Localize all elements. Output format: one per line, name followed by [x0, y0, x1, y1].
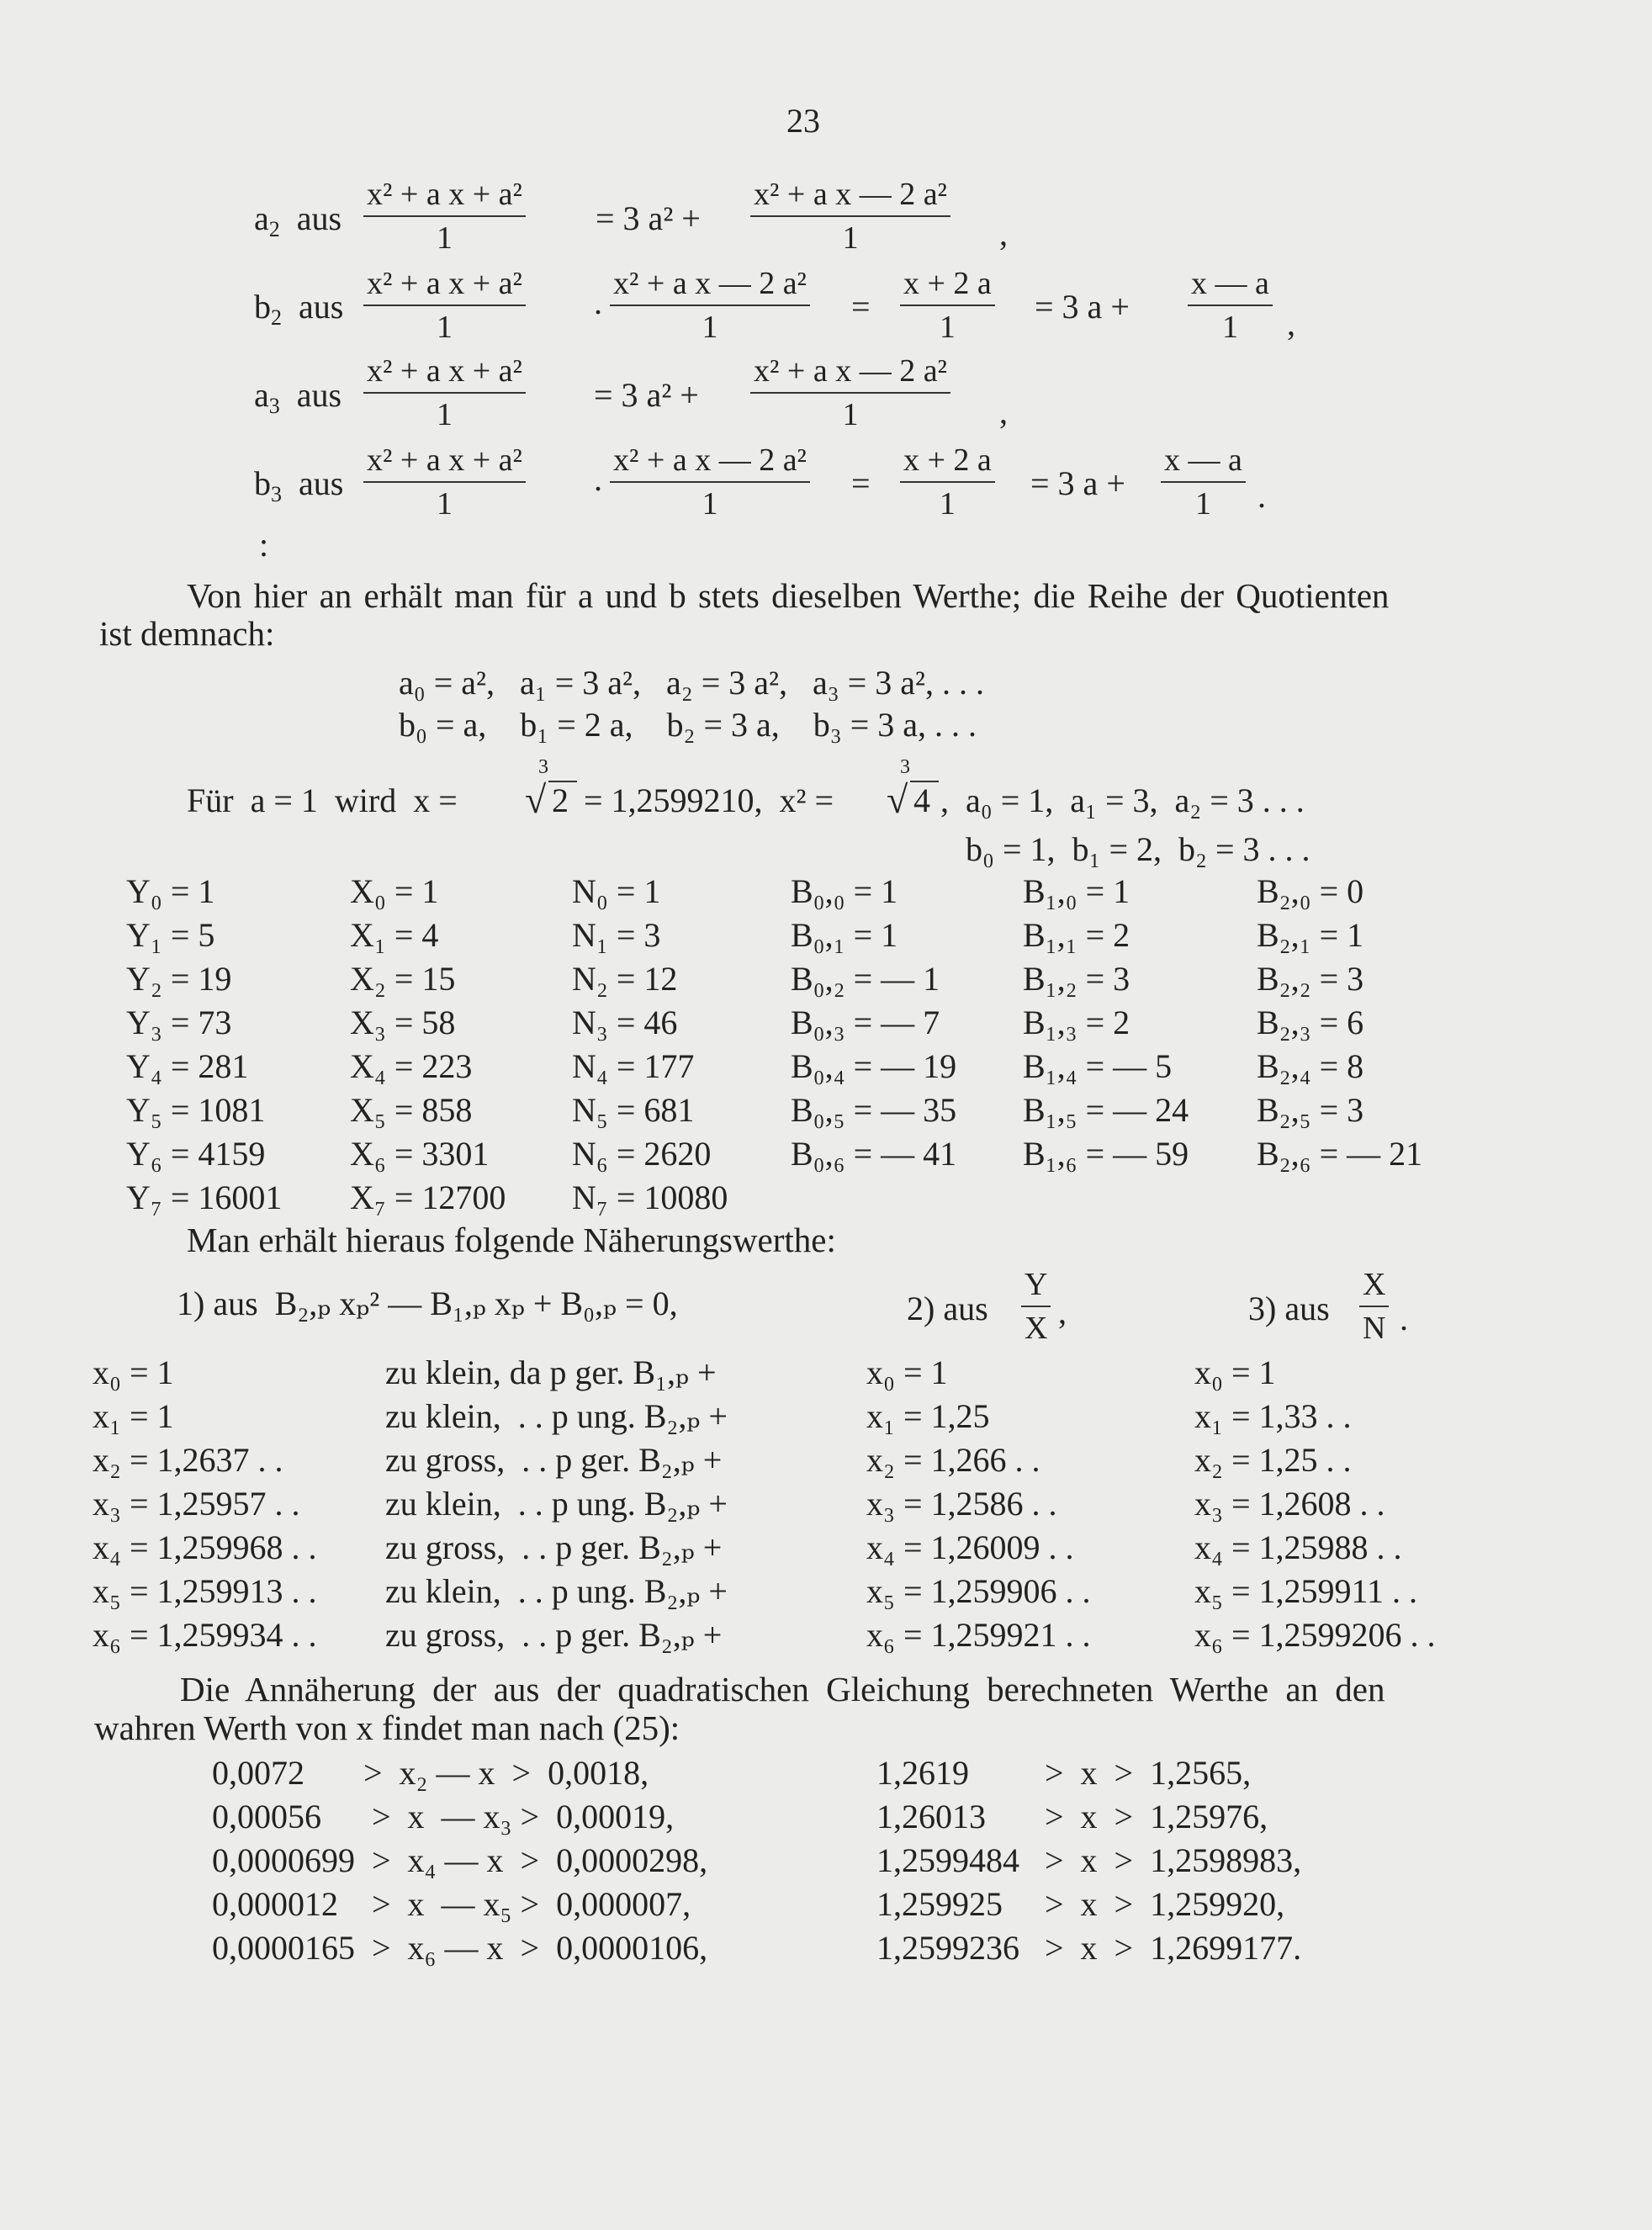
table-cell: N₇ = 10080	[572, 1179, 728, 1216]
table-cell: Y₂ = 19	[126, 960, 232, 998]
approx-cell: x₂ = 1,266 . .	[866, 1441, 1040, 1479]
fuer-line-left: Für a = 1 wird x =	[187, 781, 458, 819]
approx-cell: x₆ = 1,259934 . .	[93, 1616, 317, 1654]
approx-cell: x₀ = 1	[1194, 1353, 1276, 1391]
approx-cell: zu klein, . . p ung. B₂,ₚ +	[385, 1397, 728, 1435]
row-b2-fraction-4: $\frac{x — a}{1}$	[1188, 267, 1273, 343]
table-cell: B₀,₃ = — 7	[791, 1004, 940, 1041]
table-cell: X₆ = 3301	[350, 1135, 490, 1173]
approx-cell: x₄ = 1,25988 . .	[1194, 1528, 1402, 1566]
fuer-line-mid: = 1,2599210, x² =	[584, 781, 834, 819]
bounds-cell: 0,0000165 > x₆ — x > 0,0000106,	[212, 1929, 708, 1967]
approx-cell: x₃ = 1,25957 . .	[93, 1485, 300, 1523]
table-cell: N₄ = 177	[572, 1047, 695, 1085]
bounds-cell: 0,0072 > x₂ — x > 0,0018,	[212, 1754, 649, 1792]
approx-cell: zu klein, . . p ung. B₂,ₚ +	[385, 1572, 728, 1610]
bounds-cell: 1,259925 > x > 1,259920,	[876, 1885, 1285, 1923]
row-a3-label: $a_3$ aus	[254, 376, 342, 418]
approx-cell: zu klein, da p ger. B₁,ₚ +	[385, 1353, 717, 1391]
paragraph-2-line-2: wahren Werth von x findet man nach (25):	[94, 1708, 680, 1747]
row-b2-fraction-1: $\frac{\text{x² + a x + a²}}{1}$	[363, 267, 526, 343]
approx-cell: x₃ = 1,2608 . .	[1194, 1485, 1385, 1523]
table-cell: B₁,₁ = 2	[1023, 916, 1130, 954]
method-3-tail: .	[1400, 1300, 1408, 1337]
table-cell: N₃ = 46	[572, 1004, 678, 1041]
approx-cell: x₅ = 1,259906 . .	[866, 1572, 1091, 1610]
row-b3-fraction-4: $\frac{x — a}{1}$	[1161, 444, 1246, 520]
bounds-cell: 1,2599236 > x > 1,2699177.	[876, 1929, 1302, 1967]
page-number: 23	[786, 102, 820, 140]
paragraph-1-line-2: ist demnach:	[99, 614, 275, 653]
row-b2-dot: .	[594, 283, 602, 321]
approx-cell: zu gross, . . p ger. B₂,ₚ +	[385, 1528, 723, 1566]
row-b2-fraction-3: $\frac{x + 2 a}{1}$	[900, 267, 995, 343]
bounds-cell: 1,26013 > x > 1,25976,	[876, 1798, 1268, 1835]
approx-cell: x₁ = 1	[93, 1397, 174, 1435]
table-cell: X₇ = 12700	[350, 1179, 506, 1216]
row-b2-fraction-2: $\frac{\text{x² + a x — 2 a²}}{1}$	[610, 267, 810, 343]
row-b3-fraction-3: $\frac{x + 2 a}{1}$	[900, 444, 995, 520]
bounds-cell: 0,0000699 > x₄ — x > 0,0000298,	[212, 1841, 708, 1879]
table-cell: N₆ = 2620	[572, 1135, 712, 1173]
table-cell: Y₀ = 1	[126, 872, 215, 910]
root-index-1: 3	[538, 756, 548, 778]
table-cell: B₁,₆ = — 59	[1023, 1135, 1189, 1173]
table-cell: B₁,₄ = — 5	[1023, 1047, 1173, 1085]
radical-sign-1: √	[525, 778, 547, 821]
method-1: 1) aus B₂,ₚ xₚ² — B₁,ₚ xₚ + B₀,ₚ = 0,	[177, 1285, 678, 1322]
table-cell: X₄ = 223	[350, 1047, 473, 1085]
table-cell: Y₅ = 1081	[126, 1091, 266, 1129]
table-cell: N₅ = 681	[572, 1091, 695, 1129]
radicand-2: 4	[913, 781, 930, 819]
table-cell: B₀,₆ = — 41	[791, 1135, 957, 1173]
table-cell: X₀ = 1	[350, 872, 439, 910]
row-a2-tail: ,	[999, 215, 1008, 252]
approx-cell: x₀ = 1	[866, 1353, 948, 1391]
table-cell: Y₆ = 4159	[126, 1135, 266, 1173]
table-cell: B₀,₄ = — 19	[791, 1047, 957, 1085]
table-cell: B₂,₃ = 6	[1257, 1004, 1364, 1041]
table-cell: B₀,₁ = 1	[791, 916, 898, 954]
table-cell: B₁,₀ = 1	[1023, 872, 1130, 910]
row-b3-fraction-1: $\frac{\text{x² + a x + a²}}{1}$	[363, 444, 526, 520]
approx-cell: x₅ = 1,259913 . .	[93, 1572, 317, 1610]
row-b3-fraction-2: $\frac{\text{x² + a x — 2 a²}}{1}$	[610, 444, 810, 520]
table-cell: B₀,₅ = — 35	[791, 1091, 957, 1129]
approx-cell: x₄ = 1,259968 . .	[93, 1528, 317, 1566]
approx-cell: zu gross, . . p ger. B₂,ₚ +	[385, 1441, 723, 1479]
approx-cell: x₅ = 1,259911 . .	[1194, 1572, 1418, 1610]
approx-cell: x₀ = 1	[93, 1353, 174, 1391]
row-a3-fraction-1: $\frac{\text{x² + a x + a²}}{1}$	[363, 355, 526, 431]
table-cell: B₁,₃ = 2	[1023, 1004, 1130, 1041]
approx-cell: x₂ = 1,25 . .	[1194, 1441, 1352, 1479]
approx-cell: x₁ = 1,25	[866, 1397, 990, 1435]
approx-cell: x₆ = 1,2599206 . .	[1194, 1616, 1436, 1654]
heading-naeherungswerthe: Man erhält hieraus folgende Näherungswerthe:	[187, 1221, 836, 1259]
table-cell: X₂ = 15	[350, 960, 456, 998]
row-b2-tail: ,	[1287, 305, 1295, 342]
bounds-cell: 0,00056 > x — x₃ > 0,00019,	[212, 1798, 675, 1835]
method-2-tail: ,	[1058, 1293, 1067, 1331]
row-a3-middle: = 3 a² +	[594, 376, 699, 414]
table-cell: B₂,₆ = — 21	[1257, 1135, 1423, 1173]
table-cell: N₂ = 12	[572, 960, 678, 998]
row-b2-label: $b_2$ aus	[254, 288, 344, 330]
series-a: a₀ = a², a₁ = 3 a², a₂ = 3 a², a₃ = 3 a², . . .	[399, 664, 985, 702]
approx-cell: x₂ = 1,2637 . .	[93, 1441, 283, 1479]
paragraph-1-line-1: Von hier an erhält man für a und b stets dieselben Werthe; die Reihe der Quotienten	[187, 576, 1390, 615]
table-cell: B₂,₀ = 0	[1257, 872, 1364, 910]
table-cell: B₂,₁ = 1	[1257, 916, 1364, 954]
row-b3-equals: =	[851, 464, 871, 502]
row-b3-tail: .	[1258, 477, 1266, 515]
vertical-ellipsis: :	[259, 526, 269, 564]
fuer-line-right: , a₀ = 1, a₁ = 3, a₂ = 3 . . .	[940, 781, 1305, 819]
table-cell: N₁ = 3	[572, 916, 661, 954]
table-cell: Y₃ = 73	[126, 1004, 232, 1041]
table-cell: Y₄ = 281	[126, 1047, 249, 1085]
row-b2-equals: =	[851, 288, 871, 326]
approx-cell: x₆ = 1,259921 . .	[866, 1616, 1091, 1654]
approx-cell: zu klein, . . p ung. B₂,ₚ +	[385, 1485, 728, 1523]
table-cell: B₂,₅ = 3	[1257, 1091, 1364, 1129]
approx-cell: zu gross, . . p ger. B₂,ₚ +	[385, 1616, 723, 1654]
row-b3-middle: = 3 a +	[1030, 464, 1125, 502]
table-cell: B₂,₄ = 8	[1257, 1047, 1364, 1085]
row-a3-tail: ,	[999, 393, 1008, 431]
root-index-2: 3	[900, 756, 910, 778]
row-b2-middle: = 3 a +	[1035, 288, 1130, 326]
table-cell: X₁ = 4	[350, 916, 439, 954]
approx-cell: x₄ = 1,26009 . .	[866, 1528, 1074, 1566]
row-a2-middle: = 3 a² +	[596, 199, 701, 237]
bounds-cell: 1,2619 > x > 1,2565,	[876, 1754, 1252, 1792]
method-2-label: 2) aus	[907, 1290, 988, 1327]
bounds-cell: 0,000012 > x — x₅ > 0,000007,	[212, 1885, 691, 1923]
table-cell: B₂,₂ = 3	[1257, 960, 1364, 998]
row-a3-fraction-2: $\frac{\text{x² + a x — 2 a²}}{1}$	[750, 355, 950, 431]
table-cell: X₅ = 858	[350, 1091, 473, 1129]
radical-sign-2: √	[887, 778, 908, 821]
table-cell: B₁,₅ = — 24	[1023, 1091, 1189, 1129]
row-a2-label: $a_2$ aus	[254, 199, 342, 241]
method-3-fraction: $\frac{X}{N}$	[1359, 1269, 1389, 1344]
method-3-label: 3) aus	[1248, 1290, 1330, 1327]
row-b3-label: $b_3$ aus	[254, 464, 344, 506]
row-a2-fraction-2: $\frac{\text{x² + a x — 2 a²}}{1}$	[750, 178, 950, 254]
radicand-1: 2	[552, 781, 569, 819]
approx-cell: x₃ = 1,2586 . .	[866, 1485, 1057, 1523]
fuer-line-2: b₀ = 1, b₁ = 2, b₂ = 3 . . .	[966, 830, 1310, 868]
table-cell: B₀,₀ = 1	[791, 872, 898, 910]
table-cell: B₀,₂ = — 1	[791, 960, 940, 998]
row-b3-dot: .	[594, 460, 602, 498]
row-a2-fraction-1: $\frac{\text{x² + a x + a²}}{1}$	[363, 178, 526, 254]
method-2-fraction: $\frac{Y}{X}$	[1021, 1269, 1051, 1344]
bounds-cell: 1,2599484 > x > 1,2598983,	[876, 1841, 1302, 1879]
table-cell: X₃ = 58	[350, 1004, 456, 1041]
paragraph-2-line-1: Die Annäherung der aus der quadratischen Gleichung berechneten Werthe an den	[180, 1670, 1385, 1708]
series-b: b₀ = a, b₁ = 2 a, b₂ = 3 a, b₃ = 3 a, . . .	[399, 706, 977, 744]
table-cell: N₀ = 1	[572, 872, 661, 910]
table-cell: Y₁ = 5	[126, 916, 215, 954]
approx-cell: x₁ = 1,33 . .	[1194, 1397, 1352, 1435]
table-cell: Y₇ = 16001	[126, 1179, 283, 1216]
table-cell: B₁,₂ = 3	[1023, 960, 1130, 998]
